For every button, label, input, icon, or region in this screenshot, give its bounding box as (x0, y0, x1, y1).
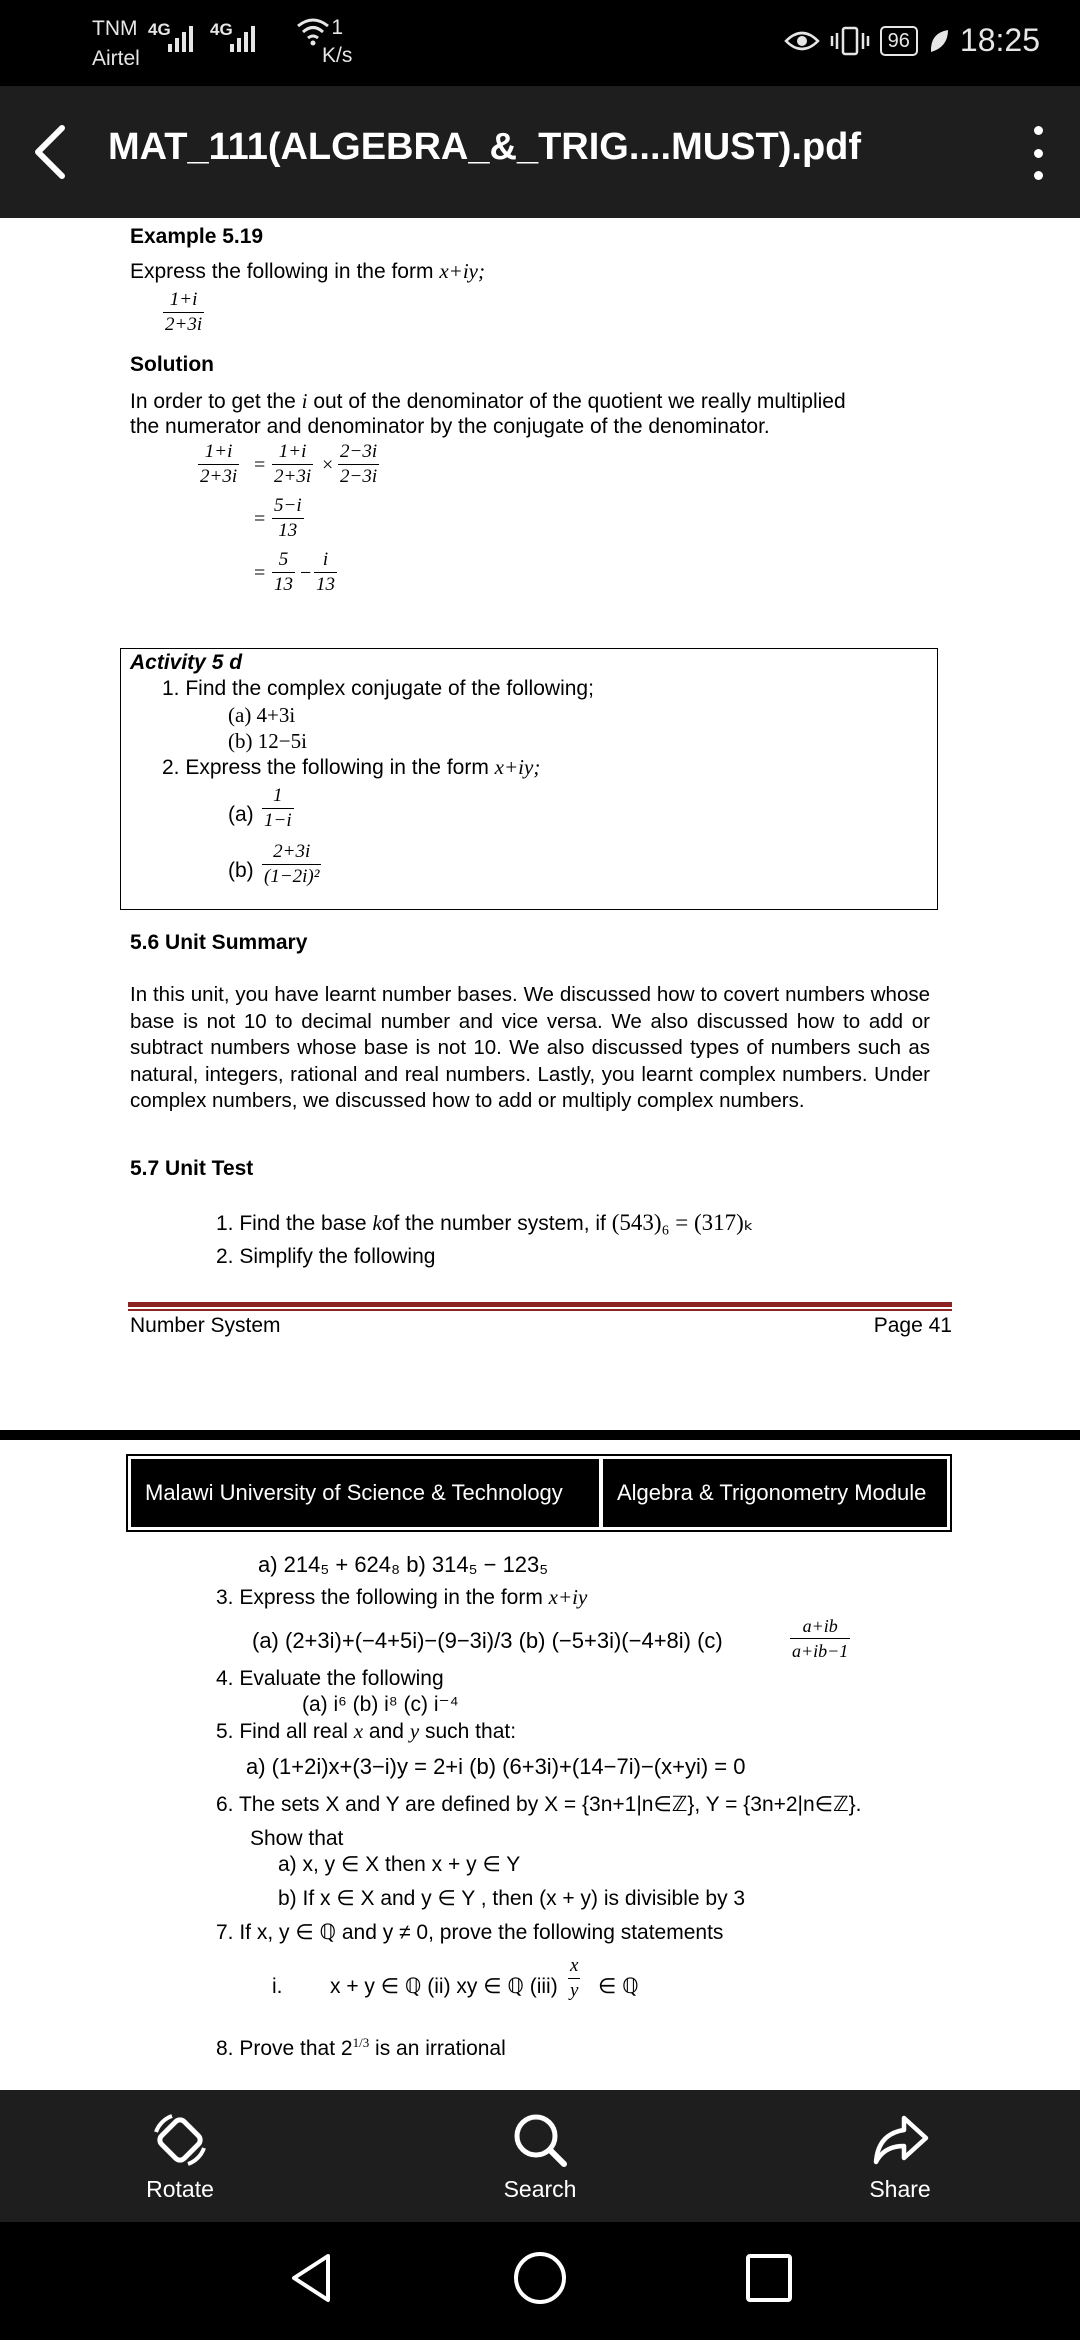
test-q3-form: x+iy (548, 1585, 588, 1609)
eq-equals-2: = (254, 508, 266, 530)
network-type-1: 4G (148, 20, 171, 39)
carrier-names (92, 14, 140, 74)
test-q3 (216, 1584, 587, 1611)
activity-q2a-den: 1−i (264, 810, 292, 831)
eq-lhs-num: 1+i (198, 440, 239, 465)
eq-s (272, 494, 304, 543)
carrier-top: TNM (92, 17, 138, 40)
test-q6-show: Show that (250, 1827, 344, 1850)
search-icon (510, 2110, 570, 2170)
test-q7: 7. If x, y ∈ ℚ and y ≠ 0, prove the following statements (216, 1921, 724, 1944)
eye-icon (784, 28, 820, 54)
eq-r1 (272, 440, 313, 489)
eq-lhs-den: 2+3i (200, 466, 238, 487)
network-type-2: 4G (210, 20, 233, 39)
test-q6a: a) x, y ∈ X then x + y ∈ Y (278, 1853, 521, 1876)
summary-paragraph: In this unit, you have learnt number bases. We discussed how to covert numbers whose base is not 10 to decimal number and vice versa. We also discussed how to add or subtract numbers whose base is not 10. We also discussed types of numbers such as natural, integers, rational and real numbers. Lastly, you learnt complex numbers. Under complex numbers, we discussed how to add or multiply complex numbers. (130, 983, 930, 1112)
speed-value: 1 (331, 16, 344, 39)
test-q3-parts: (a) (2+3i)+(−4+5i)−(9−3i)/3 (b) (−5+3i)(−4+8i) (c) (252, 1628, 723, 1653)
speed-unit: K/s (322, 44, 353, 67)
rotate-label: Rotate (146, 2176, 214, 2202)
activity-q2-text: 2. Express the following in the form (162, 756, 489, 779)
unit-test-q1 (216, 1210, 754, 1237)
test-q4: 4. Evaluate the following (216, 1667, 444, 1690)
test-q5-x: x (353, 1719, 364, 1743)
overflow-menu-icon[interactable] (1018, 126, 1058, 180)
share-icon (870, 2110, 930, 2170)
pdf-page-41 (0, 218, 1080, 1430)
test-q5-parts: a) (1+2i)x+(3−i)y = 2+i (b) (6+3i)+(14−7i)−(x+yi) = 0 (246, 1754, 746, 1779)
leaf-icon (928, 27, 950, 55)
eq-r1-num: 1+i (272, 440, 313, 465)
test-q5 (216, 1718, 516, 1745)
pdf-page-42 (0, 1440, 1080, 2090)
test-q7-fraction (568, 1954, 580, 2003)
unit-test-q1-k: k (372, 1211, 382, 1235)
unit-test-q1-text-b: of the number system, if (381, 1212, 606, 1235)
page-separator (0, 1430, 1080, 1440)
rotate-button[interactable] (80, 2110, 280, 2203)
eq-minus: − (300, 562, 312, 584)
activity-q2b-fraction (262, 840, 321, 889)
test-q6b: b) If x ∈ X and y ∈ Y , then (x + y) is divisible by 3 (278, 1887, 746, 1910)
test-q3-text: 3. Express the following in the form (216, 1586, 543, 1609)
test-q3c-num: a+ib (790, 1614, 850, 1639)
eq-s-den: 13 (278, 520, 298, 541)
eq-t1-num: 5 (272, 548, 295, 573)
test-q3c-fraction (790, 1614, 850, 1663)
unit-test-q2: 2. Simplify the following (216, 1245, 436, 1268)
fraction-denominator: 2+3i (165, 314, 203, 335)
example-prompt (130, 258, 485, 285)
test-q8 (216, 2030, 506, 2062)
example-prompt-text: Express the following in the form (130, 260, 434, 283)
eq-t1 (272, 548, 295, 597)
test-q6: 6. The sets X and Y are defined by X = {3n+1|n∈ℤ}, Y = {3n+2|n∈ℤ}. (216, 1793, 862, 1816)
eq-t2-num: i (314, 548, 337, 573)
nav-back-icon[interactable] (286, 2250, 336, 2306)
activity-q1a: (a) 4+3i (228, 703, 296, 727)
footer-page-number: Page 41 (873, 1314, 952, 1337)
test-q4-parts: (a) i⁶ (b) i⁸ (c) i⁻⁴ (302, 1693, 459, 1716)
rotate-icon (150, 2110, 210, 2170)
search-button[interactable] (440, 2110, 640, 2203)
solution-line-1 (130, 388, 846, 415)
test-q7-tail: ∈ ℚ (598, 1975, 639, 1998)
vibrate-icon (830, 25, 870, 57)
nav-home-icon[interactable] (512, 2250, 568, 2306)
test-q8-text: 8. Prove that 2 (216, 2037, 353, 2060)
activity-q2a-label: (a) (228, 803, 254, 826)
app-bar (0, 86, 1080, 218)
activity-q2b-den: (1−2i)² (264, 866, 320, 887)
test-line-2a: a) 214₅ + 624₈ b) 314₅ − 123₅ (258, 1552, 549, 1577)
status-right (784, 22, 1040, 59)
activity-q2a-num: 1 (262, 784, 294, 809)
activity-q2b-num: 2+3i (262, 840, 321, 865)
carrier-bottom: Airtel (92, 47, 140, 70)
share-button[interactable] (800, 2110, 1000, 2203)
test-q8-text-b: is an irrational (369, 2037, 506, 2060)
activity-q2 (162, 754, 540, 781)
test-q7-parts: x + y ∈ ℚ (ii) xy ∈ ℚ (iii) (330, 1975, 558, 1998)
summary-title: 5.6 Unit Summary (130, 931, 308, 954)
eq-r2-den: 2−3i (340, 466, 378, 487)
nav-recents-icon[interactable] (744, 2250, 794, 2306)
unit-test-title: 5.7 Unit Test (130, 1157, 254, 1180)
header-university: Malawi University of Science & Technology (131, 1459, 599, 1527)
eq-t2-den: 13 (316, 574, 335, 595)
activity-title: Activity 5 d (130, 651, 243, 674)
test-q7-den: y (570, 1980, 579, 2001)
search-label: Search (503, 2176, 577, 2202)
page-header (126, 1454, 952, 1532)
test-q8-exponent: 1/3 (352, 2035, 370, 2050)
bottom-toolbar (0, 2090, 1080, 2222)
document-title: MAT_111(ALGEBRA_&_TRIG....MUST).pdf (108, 126, 862, 168)
test-q5-text: 5. Find all real (216, 1720, 348, 1743)
signal-icon (168, 22, 193, 52)
signal-icon-2 (230, 22, 255, 52)
fraction-numerator: 1+i (163, 288, 204, 313)
example-title: Example 5.19 (130, 225, 264, 248)
battery-level: 96 (880, 26, 918, 56)
unit-test-q1-equation: (543)₆ = (317)ₖ (611, 1210, 754, 1235)
eq-equals-3: = (254, 562, 266, 584)
clock: 18:25 (959, 22, 1040, 58)
solution-title: Solution (130, 353, 214, 376)
eq-t1-den: 13 (274, 574, 293, 595)
form-xiy: x+iy; (439, 259, 485, 283)
test-q7-label: i. (272, 1975, 283, 1998)
activity-q2a-fraction (262, 784, 294, 833)
footer-section: Number System (130, 1314, 281, 1337)
test-q5-y: y (409, 1719, 420, 1743)
activity-q2b-label: (b) (228, 859, 254, 882)
solution-text-b: out of the denominator of the quotient we really multiplied (313, 390, 846, 413)
example-fraction (163, 288, 204, 337)
eq-r2-num: 2−3i (338, 440, 379, 465)
eq-lhs (198, 440, 239, 489)
activity-q1b: (b) 12−5i (228, 729, 307, 753)
share-label: Share (869, 2176, 931, 2202)
header-module: Algebra & Trigonometry Module (603, 1459, 947, 1527)
solution-text-a: In order to get the (130, 390, 296, 413)
test-q5-text-b: such that: (424, 1720, 517, 1743)
back-arrow-icon[interactable] (24, 120, 84, 184)
activity-q1: 1. Find the complex conjugate of the following; (162, 677, 594, 700)
footer-rule (128, 1302, 952, 1312)
test-q5-and: and (368, 1720, 404, 1743)
test-q7-num: x (568, 1954, 580, 1979)
solution-i: i (301, 389, 308, 413)
solution-line-2: the numerator and denominator by the conjugate of the denominator. (130, 415, 770, 438)
eq-r1-den: 2+3i (274, 466, 312, 487)
eq-equals-1: = (254, 454, 266, 476)
test-q3c-den: a+ib−1 (792, 1641, 849, 1661)
status-bar (0, 0, 1080, 86)
eq-times: × (322, 454, 334, 476)
activity-q2-form: x+iy; (494, 755, 541, 779)
eq-r2 (338, 440, 379, 489)
network-speed (322, 14, 352, 70)
eq-s-num: 5−i (272, 494, 304, 519)
system-nav-bar (0, 2222, 1080, 2340)
unit-test-q1-text: 1. Find the base (216, 1212, 367, 1235)
eq-t2 (314, 548, 337, 597)
